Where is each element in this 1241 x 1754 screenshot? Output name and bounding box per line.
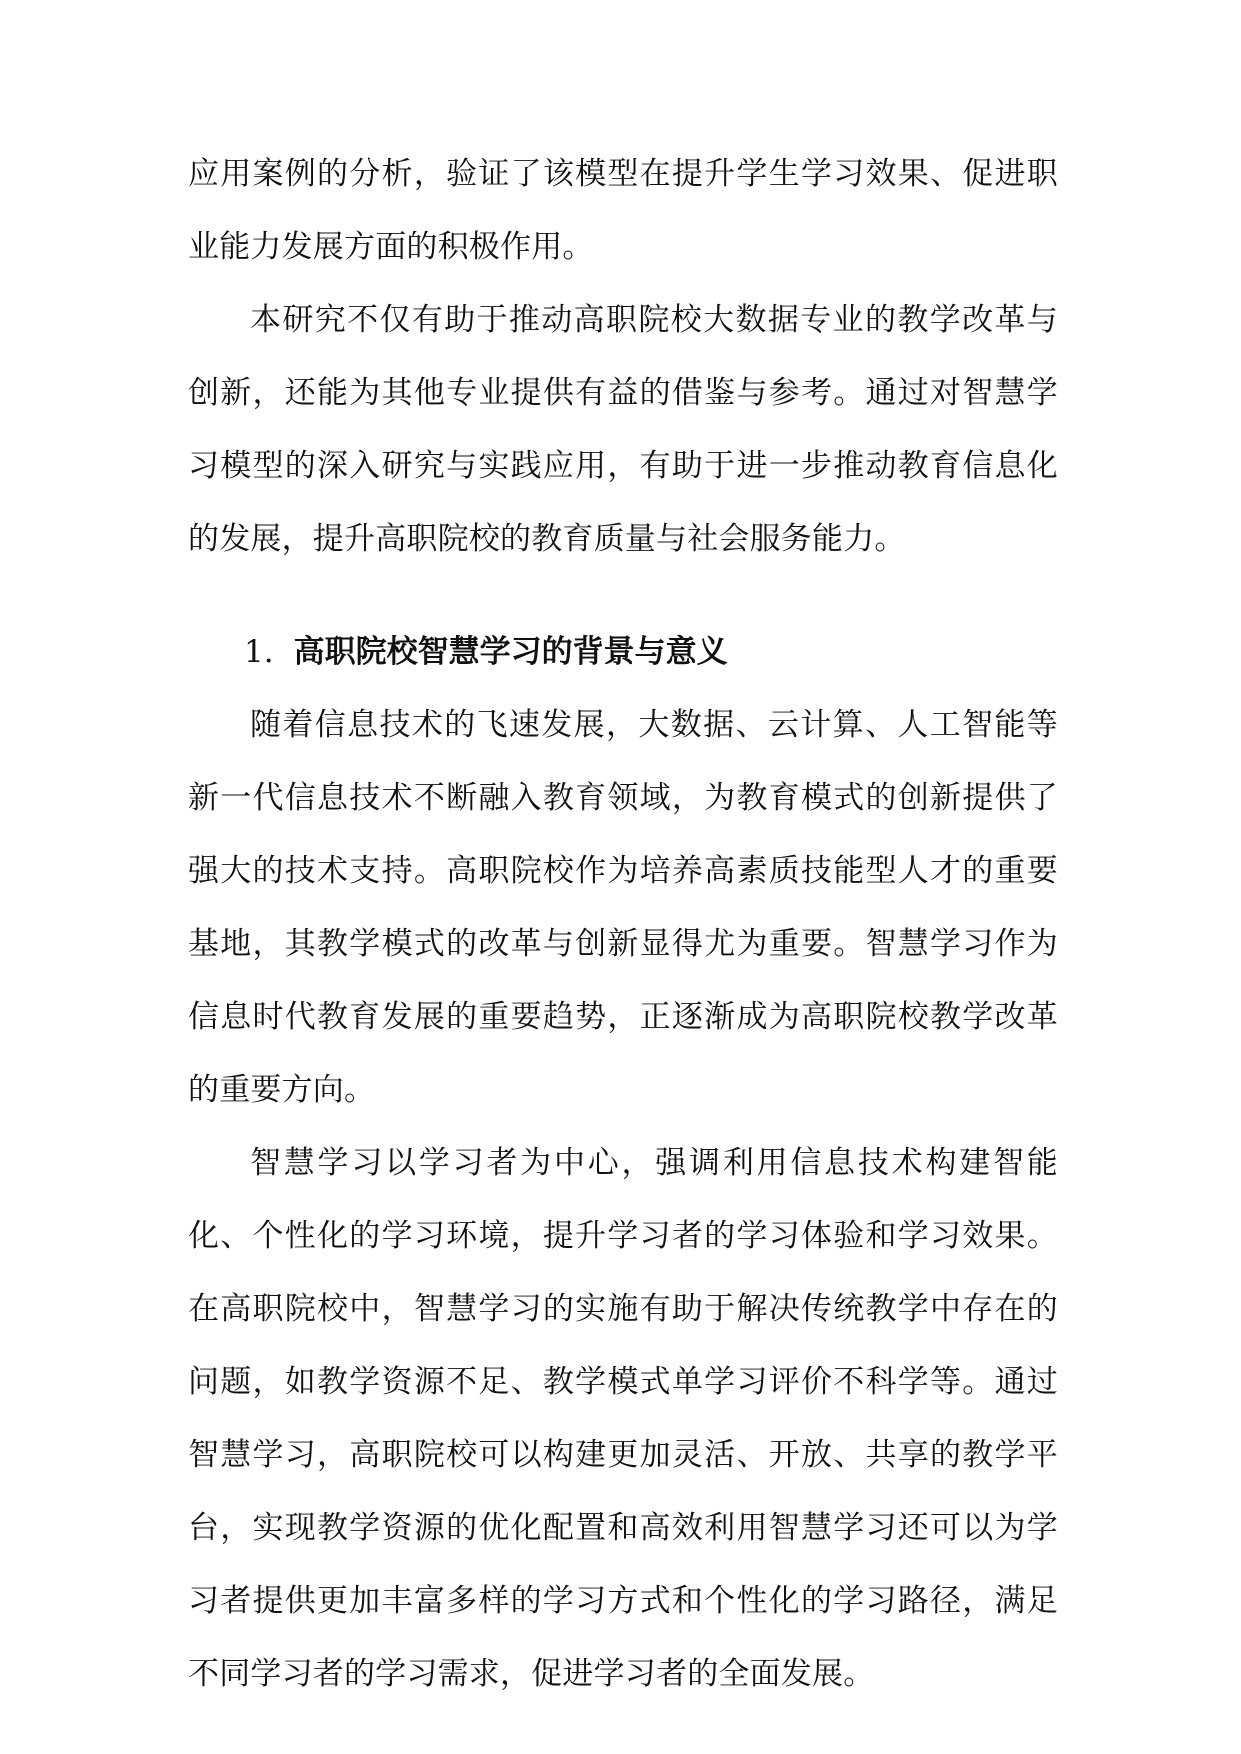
section-number: 1. (244, 634, 274, 670)
section-title: 高职院校智慧学习的背景与意义 (293, 634, 728, 670)
document-body (188, 138, 1058, 1711)
paragraph-intro-2: 本研究不仅有助于推动高职院校大数据专业的教学改革与创新，还能为其他专业提供有益的借鉴与参考。通过对智慧学习模型的深入研究与实践应用，有助于进一步推动教育信息化的发展，提升高职院校的教育质量与社会服务能力。 (188, 302, 1058, 557)
paragraph-section-2: 智慧学习以学习者为中心，强调利用信息技术构建智能化、个性化的学习环境，提升学习者的学习体验和学习效果。在高职院校中，智慧学习的实施有助于解决传统教学中存在的问题，如教学资源不足、教学模式单学习评价不科学等。通过智慧学习，高职院校可以构建更加灵活、开放、共享的教学平台，实现教学资源的优化配置和高效利用智慧学习还可以为学习者提供更加丰富多样的学习方式和个性化的学习路径，满足不同学习者的学习需求，促进学习者的全面发展。 (188, 1145, 1058, 1692)
section-heading (188, 616, 1058, 689)
paragraph-section-1: 随着信息技术的飞速发展，大数据、云计算、人工智能等新一代信息技术不断融入教育领域，为教育模式的创新提供了强大的技术支持。高职院校作为培养高素质技能型人才的重要基地，其教学模式的改革与创新显得尤为重要。智慧学习作为信息时代教育发展的重要趋势，正逐渐成为高职院校教学改革的重要方向。 (188, 707, 1058, 1108)
paragraph-intro-1: 应用案例的分析，验证了该模型在提升学生学习效果、促进职业能力发展方面的积极作用。 (188, 156, 1058, 265)
